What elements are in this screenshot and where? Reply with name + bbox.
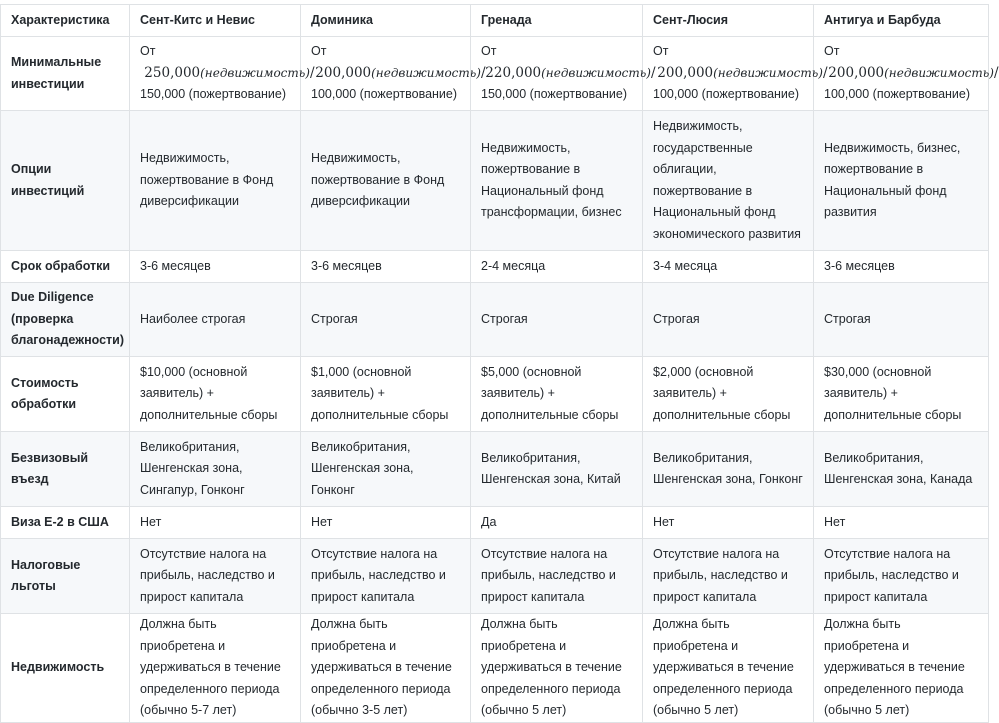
table-cell: 3-4 месяца (643, 251, 814, 283)
table-cell: Строгая (301, 283, 471, 357)
table-row (471, 283, 989, 357)
table-row (1, 432, 471, 507)
table-cell: Нет (301, 507, 471, 539)
amount-slash: / (823, 64, 828, 81)
cell-donation: 150,000 (пожертвование) (140, 87, 287, 102)
table-row (1, 37, 471, 111)
table-cell: $30,000 (основной заявитель) + дополнительные сборы (814, 357, 989, 432)
table-row (1, 283, 471, 357)
table-cell: Нет (814, 507, 989, 539)
cell-prefix: От (140, 44, 156, 59)
table-row (471, 251, 989, 283)
row-label: Минимальные инвестиции (1, 37, 130, 111)
header-row (471, 5, 989, 37)
table-row (1, 251, 471, 283)
cell-donation: 150,000 (пожертвование) (481, 87, 628, 102)
table-cell: $2,000 (основной заявитель) + дополнительные сборы (643, 357, 814, 432)
table-cell (301, 37, 486, 111)
header-feature: Характеристика (1, 5, 130, 37)
row-label: Due Diligence (проверка благонадежности) (1, 283, 130, 357)
table-cell: Строгая (471, 283, 643, 357)
table-cell: Должна быть приобретена и удерживаться в течение определенного периода (обычно 5 лет) (814, 614, 989, 723)
table-cell: Должна быть приобретена и удерживаться в течение определенного периода (обычно 5-7 лет) (130, 614, 301, 723)
row-label: Безвизовый въезд (1, 432, 130, 507)
comparison-table-right (470, 4, 999, 723)
cell-prefix: От (653, 44, 669, 59)
row-label: Недвижимость (1, 614, 130, 723)
cell-amount (481, 63, 656, 85)
amount-slash: / (481, 64, 486, 81)
cell-amount (653, 63, 828, 85)
amount-value: 250,000 (144, 64, 201, 81)
table-row (1, 111, 471, 251)
table-cell (130, 37, 315, 111)
amount-slash: / (310, 64, 315, 81)
cell-donation: 100,000 (пожертвование) (653, 87, 800, 102)
amount-value: 200,000 (657, 64, 714, 81)
row-label: Стоимость обработки (1, 357, 130, 432)
table-row (471, 507, 989, 539)
row-label: Налоговые льготы (1, 539, 130, 614)
table-row (471, 357, 989, 432)
table-cell: Великобритания, Шенгенская зона, Сингапур, Гонконг (130, 432, 301, 507)
table-cell: 3-6 месяцев (814, 251, 989, 283)
cell-amount (140, 63, 315, 85)
header-country: Сент-Китс и Невис (130, 5, 301, 37)
header-country: Гренада (471, 5, 643, 37)
table-cell: $10,000 (основной заявитель) + дополнительные сборы (130, 357, 301, 432)
amount-note: (недвижимость) (541, 65, 651, 80)
table-row (1, 507, 471, 539)
amount-value: 200,000 (828, 64, 885, 81)
amount-value: 200,000 (315, 64, 372, 81)
table-cell: Отсутствие налога на прибыль, наследство и прирост капитала (643, 539, 814, 614)
cell-prefix: От (311, 44, 327, 59)
table-cell: Строгая (814, 283, 989, 357)
cell-prefix: От (481, 44, 497, 59)
table-cell: Должна быть приобретена и удерживаться в течение определенного периода (обычно 3-5 лет) (301, 614, 471, 723)
table-row (471, 111, 989, 251)
table-row (471, 614, 989, 723)
table-cell: Великобритания, Шенгенская зона, Китай (471, 432, 643, 507)
table-cell: Недвижимость, пожертвование в Фонд диверсификации (301, 111, 471, 251)
table-cell: Недвижимость, пожертвование в Национальный фонд трансформации, бизнес (471, 111, 643, 251)
amount-note: (недвижимость) (200, 65, 310, 80)
table-cell: 2-4 месяца (471, 251, 643, 283)
table-row (471, 539, 989, 614)
table-cell: $5,000 (основной заявитель) + дополнительные сборы (471, 357, 643, 432)
table-cell: Строгая (643, 283, 814, 357)
table-cell (814, 37, 999, 111)
amount-note: (недвижимость) (884, 65, 994, 80)
table-cell: Великобритания, Шенгенская зона, Канада (814, 432, 989, 507)
table-row (471, 432, 989, 507)
table-cell: Нет (130, 507, 301, 539)
table-cell: Отсутствие налога на прибыль, наследство и прирост капитала (130, 539, 301, 614)
table-row (471, 37, 989, 111)
table-cell: Великобритания, Шенгенская зона, Гонконг (301, 432, 471, 507)
header-country: Доминика (301, 5, 471, 37)
table-cell: Недвижимость, пожертвование в Фонд диверсификации (130, 111, 301, 251)
table-cell: Великобритания, Шенгенская зона, Гонконг (643, 432, 814, 507)
table-cell (471, 37, 656, 111)
table-cell: Отсутствие налога на прибыль, наследство и прирост капитала (301, 539, 471, 614)
row-label: Опции инвестиций (1, 111, 130, 251)
table-row (1, 357, 471, 432)
cell-prefix: От (824, 44, 840, 59)
table-cell: Должна быть приобретена и удерживаться в течение определенного периода (обычно 5 лет) (471, 614, 643, 723)
table-cell: Наиболее строгая (130, 283, 301, 357)
amount-value: 220,000 (485, 64, 542, 81)
amount-slash: / (651, 64, 656, 81)
row-label: Виза E-2 в США (1, 507, 130, 539)
table-cell (643, 37, 828, 111)
comparison-table-left (0, 4, 486, 723)
table-cell: Должна быть приобретена и удерживаться в течение определенного периода (обычно 5 лет) (643, 614, 814, 723)
table-cell: Недвижимость, государственные облигации, пожертвование в Национальный фонд экономического развития (643, 111, 814, 251)
cell-amount (311, 63, 486, 85)
table-cell: Нет (643, 507, 814, 539)
cell-amount (824, 63, 999, 85)
header-row (1, 5, 471, 37)
header-country: Сент-Люсия (643, 5, 814, 37)
table-row (1, 539, 471, 614)
table-cell: Недвижимость, бизнес, пожертвование в Национальный фонд развития (814, 111, 989, 251)
header-country: Антигуа и Барбуда (814, 5, 989, 37)
table-cell: 3-6 месяцев (130, 251, 301, 283)
amount-slash: / (994, 64, 999, 81)
table-cell: Да (471, 507, 643, 539)
table-cell: $1,000 (основной заявитель) + дополнительные сборы (301, 357, 471, 432)
table-cell: Отсутствие налога на прибыль, наследство и прирост капитала (471, 539, 643, 614)
table-row (1, 614, 471, 723)
amount-note: (недвижимость) (713, 65, 823, 80)
table-cell: 3-6 месяцев (301, 251, 471, 283)
cell-donation: 100,000 (пожертвование) (824, 87, 971, 102)
table-cell: Отсутствие налога на прибыль, наследство и прирост капитала (814, 539, 989, 614)
amount-note: (недвижимость) (371, 65, 481, 80)
row-label: Срок обработки (1, 251, 130, 283)
cell-donation: 100,000 (пожертвование) (311, 87, 458, 102)
